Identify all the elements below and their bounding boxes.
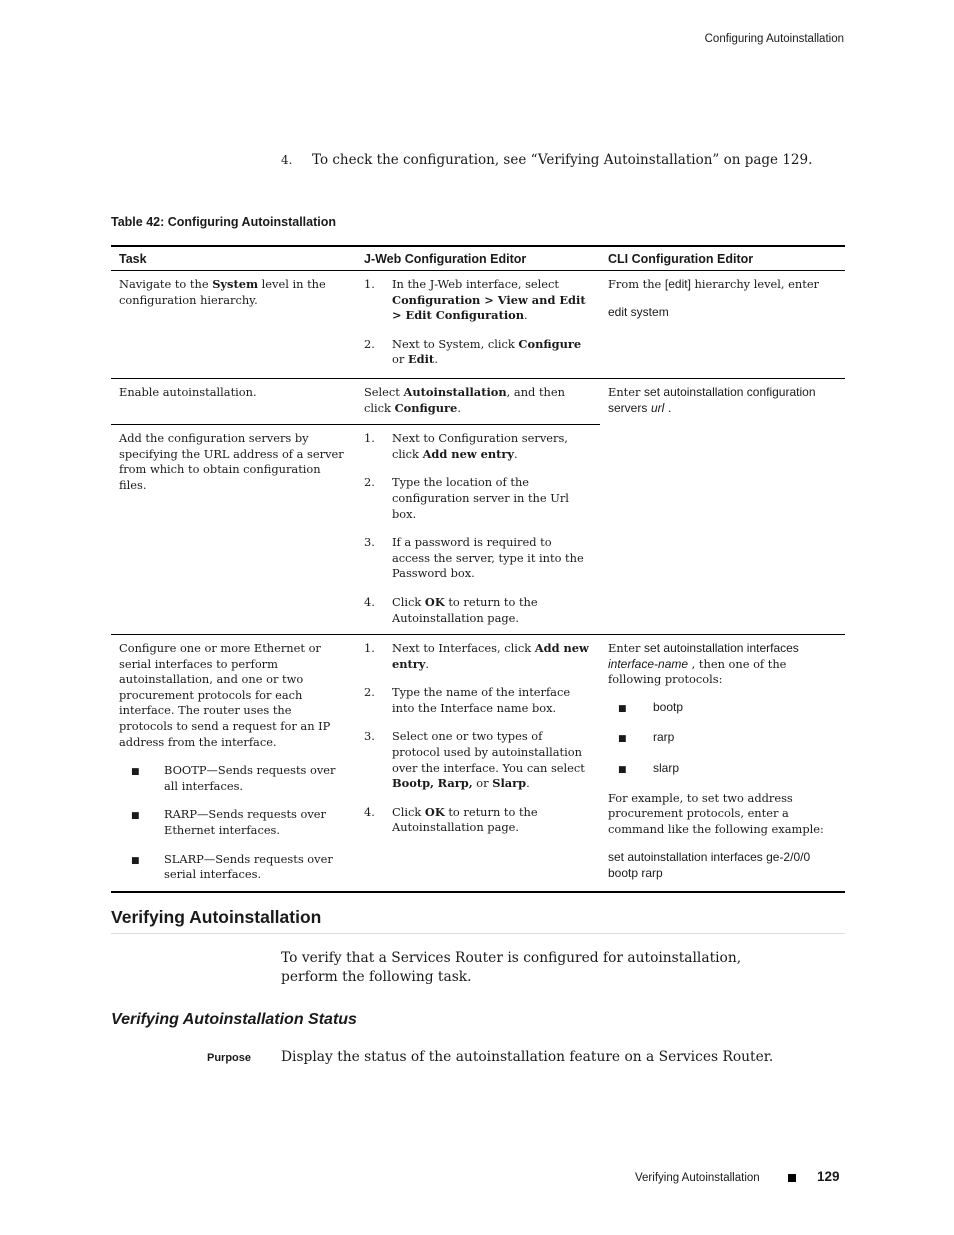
column-header-task: Task bbox=[111, 246, 356, 271]
list-item bbox=[119, 763, 348, 794]
button-name: OK bbox=[424, 594, 445, 609]
step-number: 4. bbox=[364, 594, 375, 609]
step-number: 1. bbox=[364, 431, 375, 446]
list-item bbox=[364, 277, 592, 324]
step-number: 2. bbox=[364, 475, 375, 490]
step-text: In the J-Web interface, select bbox=[392, 277, 559, 291]
bullet-text: RARP—Sends requests over Ethernet interfaces. bbox=[164, 807, 326, 838]
bullet-icon: ■ bbox=[618, 734, 627, 745]
button-name: Add new entry bbox=[422, 446, 515, 461]
step-text: . bbox=[526, 776, 530, 791]
step-text: . bbox=[425, 656, 430, 671]
bullet-icon: ■ bbox=[131, 767, 140, 778]
cli-command: edit system bbox=[608, 304, 669, 319]
column-header-cli: CLI Configuration Editor bbox=[600, 246, 845, 271]
jweb-cell bbox=[356, 425, 600, 635]
button-name: Add new entry bbox=[392, 641, 589, 671]
footer-square-icon bbox=[788, 1174, 796, 1182]
bullet-text: BOOTP—Sends requests over all interfaces. bbox=[164, 763, 336, 793]
step-text: To check the configuration, see “Verifying Autoinstallation” on page 129. bbox=[312, 152, 813, 168]
cli-text: hierarchy level, enter bbox=[690, 277, 819, 291]
step-text: or bbox=[472, 776, 493, 791]
step-text: Next to System, click bbox=[392, 336, 519, 351]
footer-title: Verifying Autoinstallation bbox=[635, 1172, 760, 1184]
step-number: 4. bbox=[364, 804, 375, 819]
step-text: Click bbox=[392, 804, 425, 819]
cli-text: . bbox=[664, 400, 672, 415]
step-number: 3. bbox=[364, 729, 375, 744]
purpose-text: Display the status of the autoinstallation feature on a Services Router. bbox=[281, 1049, 774, 1065]
list-item bbox=[364, 641, 592, 672]
step-text: Next to Configuration servers, click bbox=[392, 431, 568, 461]
bullet-text: SLARP—Sends requests over serial interfaces. bbox=[164, 851, 333, 882]
list-item bbox=[119, 807, 348, 838]
purpose-label: Purpose bbox=[207, 1052, 252, 1064]
table-row bbox=[111, 378, 845, 424]
step-4 bbox=[281, 152, 812, 168]
button-name: OK bbox=[424, 804, 445, 819]
step-text: , and then click bbox=[364, 384, 565, 415]
task-cell bbox=[111, 635, 356, 892]
protocol-name: slarp bbox=[653, 761, 680, 776]
cli-text: , then one of the following protocols: bbox=[608, 656, 787, 687]
step-number: 2. bbox=[364, 685, 375, 700]
menu-item: Autoinstallation bbox=[403, 384, 507, 399]
table-header-row bbox=[111, 246, 845, 271]
step-text: to return to the Autoinstallation page. bbox=[392, 804, 538, 835]
cli-cell bbox=[600, 271, 845, 379]
button-name: Configure bbox=[394, 400, 458, 415]
jweb-cell bbox=[356, 635, 600, 892]
jweb-cell bbox=[356, 271, 600, 379]
step-number: 2. bbox=[364, 336, 375, 351]
step-text: . bbox=[524, 308, 528, 323]
list-item bbox=[364, 805, 592, 836]
list-item bbox=[608, 761, 837, 779]
configuration-table bbox=[111, 245, 845, 893]
task-text: Navigate to the bbox=[119, 277, 213, 291]
section-divider bbox=[111, 933, 845, 934]
list-item bbox=[119, 852, 348, 883]
list-item bbox=[364, 595, 592, 626]
cli-cell bbox=[600, 635, 845, 892]
page-number: 129 bbox=[817, 1169, 840, 1184]
button-name: Configure bbox=[518, 336, 582, 351]
cli-code: set autoinstallation configuration servers bbox=[608, 384, 816, 415]
cli-code: set autoinstallation interfaces bbox=[644, 641, 799, 656]
table-row bbox=[111, 271, 845, 379]
option-name: Bootp, bbox=[392, 776, 435, 791]
section-title: Verifying Autoinstallation bbox=[111, 907, 322, 927]
cli-text: From the bbox=[608, 277, 665, 291]
cli-cell bbox=[600, 378, 845, 634]
bullet-icon: ■ bbox=[618, 703, 627, 714]
task-text: level in the configuration hierarchy. bbox=[119, 277, 326, 307]
protocol-name: bootp bbox=[653, 699, 684, 714]
task-cell bbox=[111, 271, 356, 379]
step-text: Type the name of the interface into the Interface name box. bbox=[392, 685, 571, 715]
jweb-cell bbox=[356, 378, 600, 424]
column-header-jweb: J-Web Configuration Editor bbox=[356, 246, 600, 271]
list-item bbox=[364, 729, 592, 791]
bullet-icon: ■ bbox=[131, 855, 140, 866]
step-text: . bbox=[514, 446, 518, 461]
task-text: Configure one or more Ethernet or serial interfaces to perform autoinstallation, and one or two procurement protocols for each interface. The router uses the protocols to send a request for an IP address from the interface. bbox=[119, 641, 331, 749]
cli-variable: interface-name bbox=[608, 656, 689, 671]
list-item bbox=[364, 475, 592, 522]
table-caption: Table 42: Configuring Autoinstallation bbox=[111, 215, 336, 229]
list-item bbox=[364, 535, 592, 582]
option-name: Slarp bbox=[492, 776, 527, 791]
list-item bbox=[608, 700, 837, 718]
list-item bbox=[608, 730, 837, 748]
bullet-icon: ■ bbox=[131, 811, 140, 822]
button-name: Edit bbox=[407, 352, 435, 367]
step-text: If a password is required to access the server, type it into the Password box. bbox=[392, 535, 584, 581]
step-number: 1. bbox=[364, 277, 375, 291]
task-cell: Add the configuration servers by specifying the URL address of a server from which to obtain configuration files. bbox=[111, 425, 356, 635]
cli-text: Enter bbox=[608, 384, 645, 399]
step-text: Select one or two types of protocol used by autoinstallation over the interface. You can select bbox=[392, 729, 585, 775]
cli-text: Enter bbox=[608, 641, 645, 656]
step-text: . bbox=[434, 352, 438, 367]
option-name: Rarp, bbox=[437, 776, 473, 791]
step-text: to return to the Autoinstallation page. bbox=[392, 594, 538, 625]
step-number: 1. bbox=[364, 641, 375, 656]
cli-variable: url bbox=[650, 400, 665, 415]
step-text: Click bbox=[392, 594, 425, 609]
task-bold: System bbox=[212, 277, 259, 291]
protocol-name: rarp bbox=[653, 730, 675, 745]
table-row bbox=[111, 635, 845, 892]
step-number: 4. bbox=[281, 153, 293, 167]
running-header: Configuring Autoinstallation bbox=[704, 33, 844, 45]
step-text: . bbox=[457, 400, 461, 415]
example-text: For example, to set two address procurement protocols, enter a command like the following example: bbox=[608, 790, 824, 836]
step-text: Select bbox=[364, 384, 404, 399]
list-item bbox=[364, 337, 592, 368]
cli-command: set autoinstallation interfaces ge-2/0/0 bootp rarp bbox=[608, 850, 811, 881]
step-text: or bbox=[392, 352, 408, 367]
menu-path: Configuration > View and Edit > Edit Configuration bbox=[392, 292, 586, 323]
list-item bbox=[364, 685, 592, 716]
cli-code: [edit] bbox=[664, 277, 691, 291]
bullet-icon: ■ bbox=[618, 765, 627, 776]
section-intro: To verify that a Services Router is configured for autoinstallation, perform the following task. bbox=[281, 950, 742, 985]
subsection-title: Verifying Autoinstallation Status bbox=[111, 1011, 357, 1028]
step-text: Next to Interfaces, click bbox=[392, 641, 535, 656]
step-number: 3. bbox=[364, 535, 375, 550]
step-text: Type the location of the configuration server in the Url box. bbox=[392, 475, 569, 521]
task-cell: Enable autoinstallation. bbox=[111, 378, 356, 424]
list-item bbox=[364, 431, 592, 462]
